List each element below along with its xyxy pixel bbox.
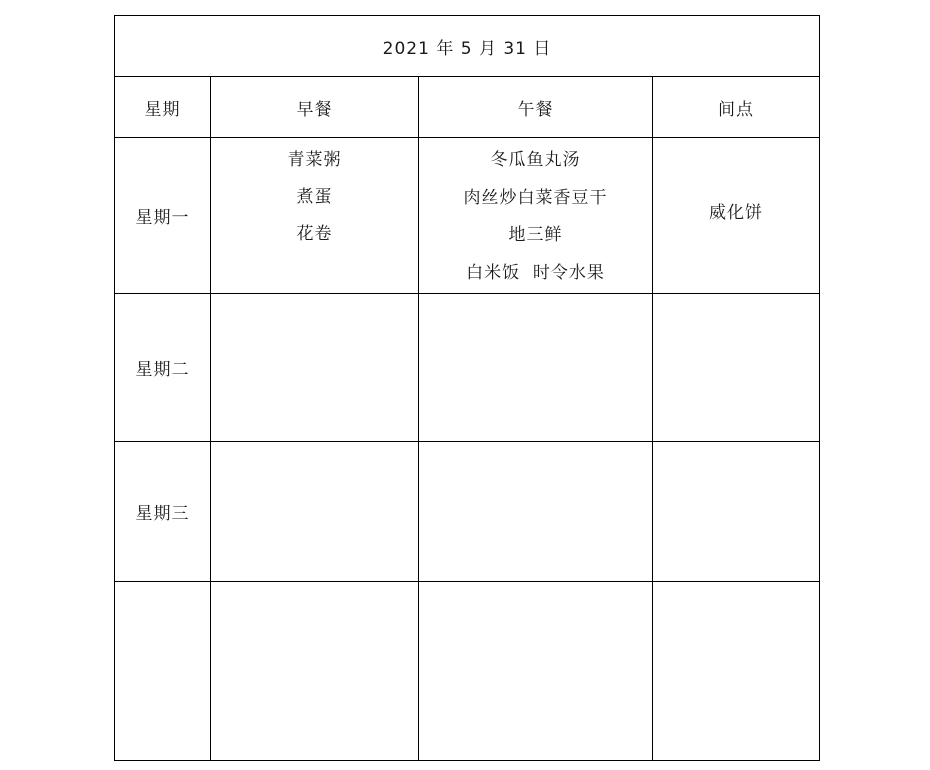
breakfast-cell-monday: [211, 138, 419, 294]
breakfast-item: 青菜粥: [287, 150, 342, 170]
lunch-cell-empty: [419, 582, 653, 761]
breakfast-item: 煮蛋: [296, 187, 333, 207]
snack-cell-wednesday: [653, 442, 820, 582]
lunch-item: 白米饭 时令水果: [466, 262, 605, 283]
day-cell-wednesday: 星期三: [115, 442, 211, 582]
lunch-item: 地三鲜: [508, 225, 563, 245]
snack-cell-empty: [653, 582, 820, 761]
day-cell-tuesday: 星期二: [115, 294, 211, 442]
snack-item: 威化饼: [709, 203, 764, 223]
table-row-monday: [115, 138, 820, 294]
table-row-empty: [115, 582, 820, 761]
lunch-item: 肉丝炒白菜香豆干: [463, 187, 608, 208]
title-row: [115, 16, 820, 77]
breakfast-cell-tuesday: [211, 294, 419, 442]
header-weekday: 星期: [115, 77, 211, 138]
breakfast-item: 花卷: [296, 224, 333, 244]
table-row-tuesday: [115, 294, 820, 442]
header-snack: 间点: [653, 77, 820, 138]
header-breakfast: 早餐: [211, 77, 419, 138]
breakfast-cell-empty: [211, 582, 419, 761]
header-lunch: 午餐: [419, 77, 653, 138]
lunch-cell-tuesday: [419, 294, 653, 442]
snack-cell-tuesday: [653, 294, 820, 442]
lunch-cell-wednesday: [419, 442, 653, 582]
day-cell-monday: 星期一: [115, 138, 211, 294]
weekly-menu-table: [114, 15, 820, 761]
header-row: [115, 77, 820, 138]
snack-cell-monday: [653, 138, 820, 294]
lunch-item: 冬瓜鱼丸汤: [490, 150, 581, 170]
lunch-cell-monday: [419, 138, 653, 294]
day-cell-empty: [115, 582, 211, 761]
breakfast-cell-wednesday: [211, 442, 419, 582]
menu-date-title: 2021 年 5 月 31 日: [115, 16, 820, 77]
table-row-wednesday: [115, 442, 820, 582]
